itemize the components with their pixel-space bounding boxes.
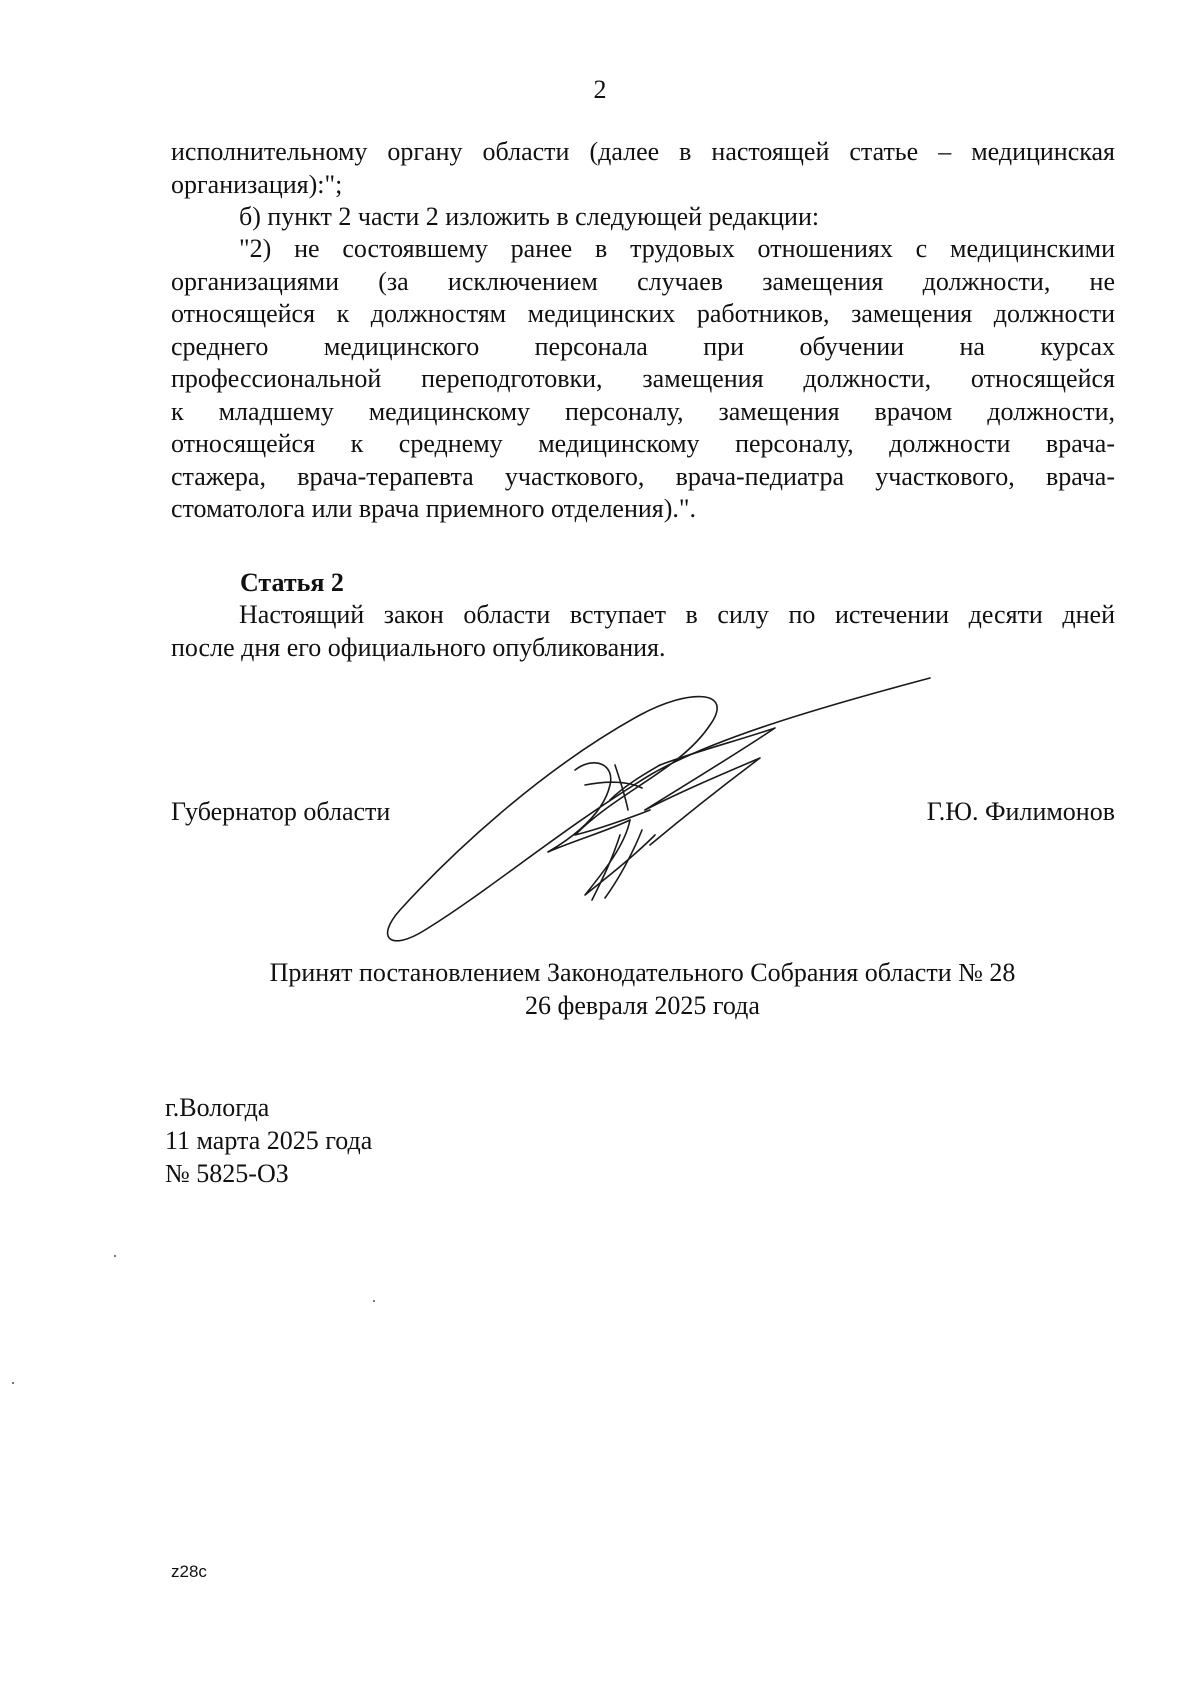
text-line: "2) не состоявшему ранее в трудовых отношениях с медицинскими — [239, 234, 1115, 263]
text-line: исполнительному органу области (далее в настоящей статье – медицинская — [171, 137, 1115, 166]
text-line: относящейся к среднему медицинскому персоналу, должности врача- — [171, 429, 1115, 458]
text-line: стоматолога или врача приемного отделения).". — [171, 494, 697, 523]
page-number: 2 — [593, 75, 607, 104]
handwritten-signature — [380, 670, 940, 960]
text-line: среднего медицинского персонала при обучении на курсах — [171, 331, 1115, 361]
text-line: после дня его официального опубликования. — [171, 632, 666, 662]
law-number: № 5825-ОЗ — [165, 1159, 289, 1188]
place-date-block — [165, 1091, 372, 1190]
text-line: относящейся к должностям медицинских работников, замещения должности — [171, 299, 1115, 328]
signatory-position: Губернатор области — [171, 797, 391, 826]
text-line: профессиональной переподготовки, замещения должности, относящейся — [171, 364, 1115, 393]
city: г.Вологда — [165, 1093, 270, 1122]
amendment-text — [171, 233, 1115, 526]
text-line: к младшему медицинскому персоналу, замещения врачом должности, — [171, 396, 1115, 426]
text-line: б) пункт 2 части 2 изложить в следующей редакции: — [239, 202, 820, 231]
scan-speck — [114, 1255, 116, 1257]
signing-date: 11 марта 2025 года — [165, 1126, 373, 1155]
text-line: организациями (за исключением случаев замещения должности, не — [171, 266, 1115, 296]
paragraph-continuation — [171, 136, 1115, 201]
text-line: Настоящий закон области вступает в силу по истечении десяти дней — [239, 600, 1115, 629]
adoption-note — [0, 956, 1200, 1022]
scan-speck — [373, 1300, 375, 1302]
amendment-instruction — [171, 201, 1115, 234]
article-heading: Статья 2 — [240, 568, 344, 597]
adoption-line: Принят постановлением Законодательного Собрания области № 28 — [269, 958, 1016, 987]
signatory-name: Г.Ю. Филимонов — [926, 797, 1115, 826]
article-text — [171, 599, 1115, 664]
text-line: стажера, врача-терапевта участкового, врача-педиатра участкового, врача- — [171, 461, 1115, 491]
text-line: организация):"; — [171, 169, 343, 199]
document-code: z28c — [171, 1562, 207, 1581]
adoption-date: 26 февраля 2025 года — [525, 991, 760, 1020]
scan-speck — [12, 1382, 14, 1384]
